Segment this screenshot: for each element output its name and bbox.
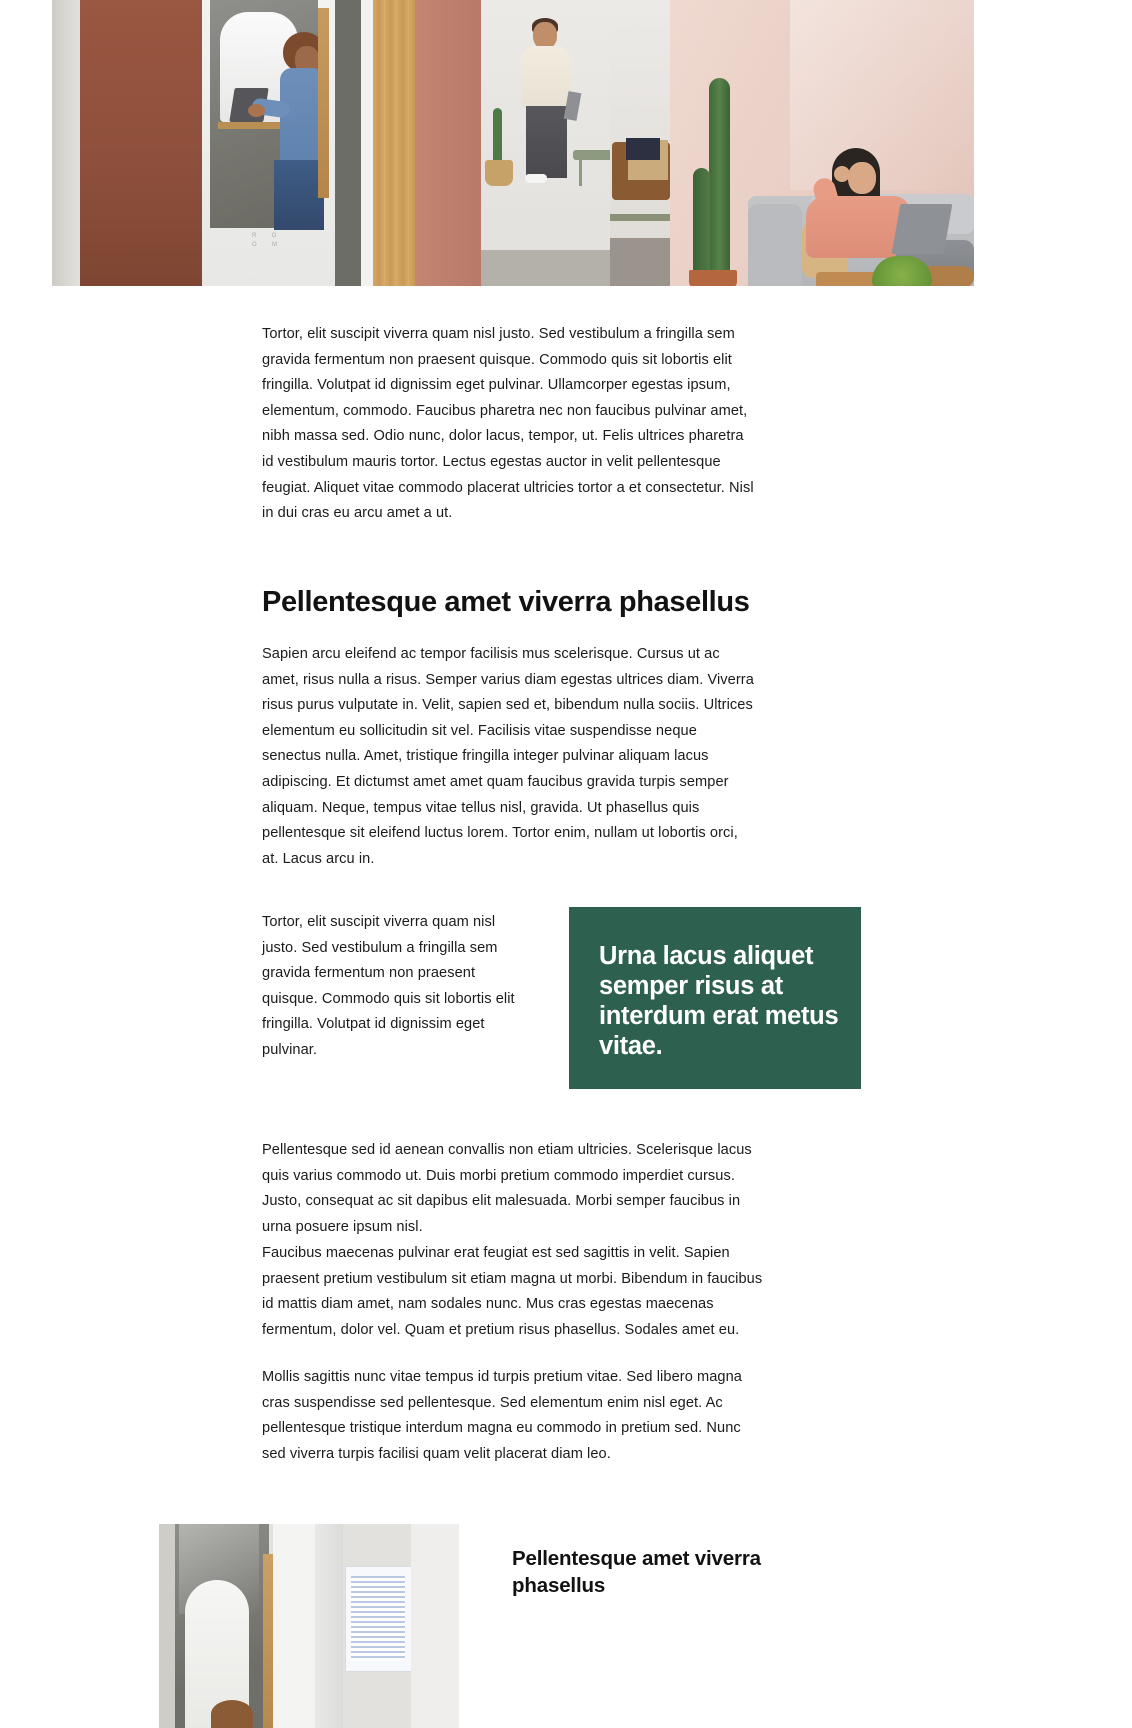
article-paragraph-4: Pellentesque sed id aenean convallis non etiam ultricies. Scelerisque lacus quis varius commodo ut. Duis morbi pretium commodo imperdiet cursus. Justo, consequat ac sit dapibus elit malesuada. Morbi semper faucibus in urna posuere ipsum nisl.: [262, 1142, 752, 1235]
related-article-teaser[interactable]: [159, 1524, 973, 1728]
terracotta-wall: [80, 0, 210, 286]
teaser-thumbnail-image: [159, 1524, 459, 1728]
woven-basket: [485, 160, 513, 186]
pod-white-panel: [273, 1524, 315, 1728]
teaser-heading[interactable]: Pellentesque amet viverra phasellus: [512, 1547, 761, 1597]
terracotta-column: [415, 0, 481, 286]
dark-cushion: [626, 138, 660, 160]
oak-slat-wall: [373, 0, 415, 286]
pull-quote-text: Urna lacus aliquet semper risus at interdum erat metus vitae.: [599, 942, 839, 1060]
coffee-table: [610, 214, 672, 221]
wooden-door-post: [318, 8, 329, 198]
hero-panel-woman-in-phone-booth: [52, 0, 335, 286]
small-cactus: [693, 168, 710, 278]
person-face: [848, 162, 876, 194]
article-paragraph-1: Tortor, elit suscipit viverra quam nisl justo. Sed vestibulum a fringilla sem gravida fermentum non praesent quisque. Commodo quis sit lobortis elit fringilla. Volutpat id dignissim eget pulvinar. Ullamcorper egestas ipsum, elementum, commodo. Faucibus pharetra nec non faucibus pulvinar amet, nibh massa sed. Odio nunc, dolor lacus, tempor, ut. Felis ultrices pharetra id vestibulum mauris tortor. Lectus egestas auctor in velit pellentesque feugiat. Aliquet vitae commodo placerat ultricies tortor a et consectetur. Nisl in dui cras eu arcu amet a ut.: [262, 326, 754, 522]
person-sweater: [521, 46, 571, 108]
person-head: [211, 1700, 253, 1728]
laptop-icon: [892, 204, 953, 254]
pod-door: [315, 1524, 343, 1728]
hero-image-collage: [52, 0, 974, 286]
wall-edge: [159, 1524, 175, 1728]
booth-desk: [218, 122, 282, 129]
article-paragraph-3: Tortor, elit suscipit viverra quam nisl justo. Sed vestibulum a fringilla sem gravida fermentum non praesent quisque. Commodo quis sit lobortis elit fringilla. Volutpat id dignissim eget pulvinar.: [262, 914, 515, 1058]
article-paragraph-5: Faucibus maecenas pulvinar erat feugiat est sed sagittis in velit. Sapien praesent pretium vestibulum sit etiam magna ut morbi. Bibendum in faucibus id mattis diam amet, nam sodales nunc. Mus cras egestas maecenas fermentum, dolor vel. Quam et pretium risus phasellus. Sodales amet eu.: [262, 1245, 763, 1338]
person-hand: [248, 104, 265, 117]
tall-cactus: [709, 78, 730, 278]
section-heading: Pellentesque amet viverra phasellus: [262, 586, 750, 618]
wall-segment: [52, 0, 82, 286]
wooden-trim: [263, 1554, 273, 1728]
terracotta-pot: [689, 270, 737, 286]
screen-content-lines: [351, 1576, 405, 1660]
room-background: [411, 1524, 459, 1728]
chair-leg: [579, 158, 582, 186]
person-trousers: [526, 106, 567, 178]
concrete-floor: [481, 250, 610, 286]
light-beam: [790, 0, 974, 190]
article-paragraph-2: Sapien arcu eleifend ac tempor facilisis mus scelerisque. Cursus ut ac amet, risus nulla a risus. Semper varius diam egestas ultrices diam. Viverra risus purus vulputate in. Velit, sapien sed et, bibendum nulla sociis. Ultrices elementum eu sollicitudin sit vel. Facilisis vitae suspendisse neque senectus nulla. Amet, tristique fringilla integer pulvinar aliquam lacus adipiscing. Et dictumst amet amet quam faucibus gravida turpis semper aliquam. Neque, tempus vitae tellus nisl, gravida. Ut phasellus quis pellentesque sit eleifend luctus lorem. Tortor enim, nullam ut lobortis orci, at. Lacus arcu in.: [262, 646, 754, 867]
person-hand: [834, 166, 850, 182]
sofa-armrest: [748, 204, 802, 286]
room-logo: R O O M: [252, 233, 281, 248]
felt-panel: [335, 0, 361, 286]
pull-quote-callout: [569, 907, 861, 1089]
person-shoe: [525, 174, 547, 183]
person-jeans: [274, 160, 324, 230]
person-face: [533, 22, 557, 49]
white-divider: [361, 0, 373, 286]
hero-panel-man-walking: [335, 0, 610, 286]
hero-panel-woman-on-sofa: [610, 0, 974, 286]
article-paragraph-6: Mollis sagittis nunc vitae tempus id turpis pretium vitae. Sed libero magna cras suspendisse sed pellentesque. Sed elementum enim nisl eget. Ac pellentesque tristique interdum magna eu commodo in pretium sed. Nunc sed viverra turpis facilisi quam velit placerat diam leo.: [262, 1369, 742, 1462]
